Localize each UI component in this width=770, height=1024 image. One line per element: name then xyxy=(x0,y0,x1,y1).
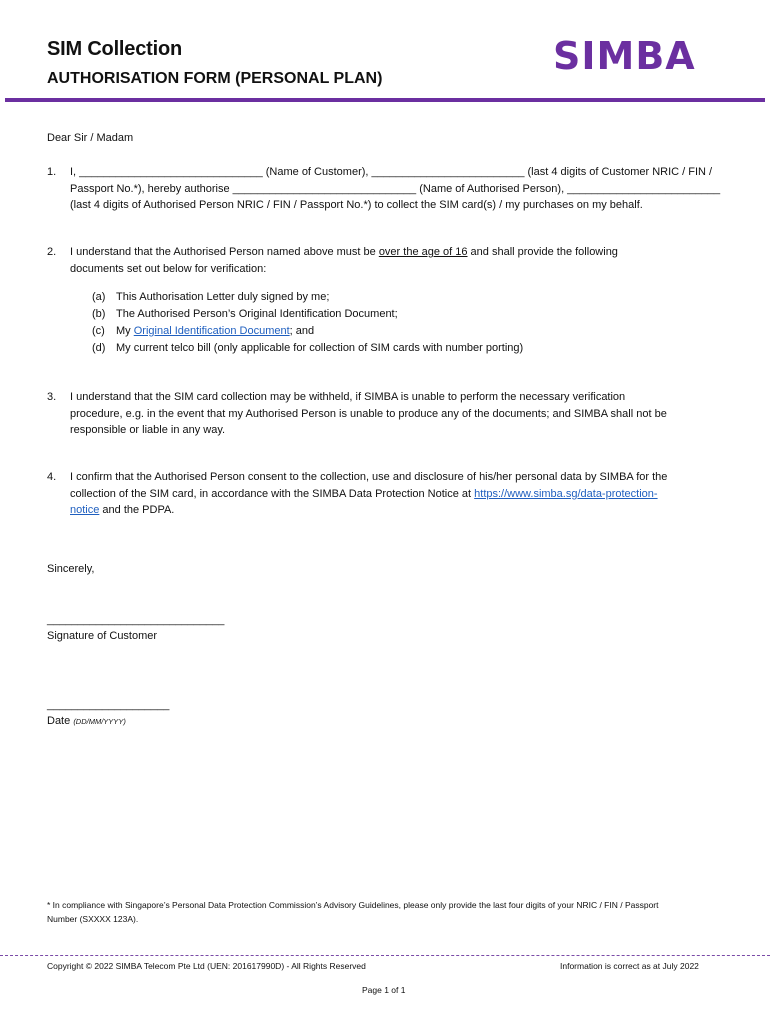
page-number: Page 1 of 1 xyxy=(362,985,406,995)
document-subtitle: AUTHORISATION FORM (PERSONAL PLAN) xyxy=(47,70,383,87)
footnote-line-2: Number (SXXXX 123A). xyxy=(47,914,139,924)
sub-d-text: My current telco bill (only applicable for collection of SIM cards with number porting) xyxy=(116,342,524,354)
sub-c-post: ; and xyxy=(289,325,315,337)
footer-divider xyxy=(0,955,770,956)
sub-c-label: (c) xyxy=(92,325,105,337)
signature-line: _____________________________ xyxy=(47,614,225,626)
item-3-line-3: responsible or liable in any way. xyxy=(70,424,226,436)
sub-b-text: The Authorised Person’s Original Identification Document; xyxy=(116,308,398,320)
sub-b-label: (b) xyxy=(92,308,106,320)
document-title: SIM Collection xyxy=(47,38,182,60)
item-1-number: 1. xyxy=(47,166,57,178)
item-1-line-2: Passport No.*), hereby authorise ______________________________ (Name of Authorised Person), _________________________ xyxy=(70,182,721,195)
date-format: (DD/MM/YYYY) xyxy=(73,717,126,726)
data-protection-link[interactable]: https://www.simba.sg/data-protection- xyxy=(474,487,658,500)
item-3-text xyxy=(70,389,730,439)
item-2-text xyxy=(70,244,730,277)
sub-a-label: (a) xyxy=(92,291,106,303)
sub-a-text: This Authorisation Letter duly signed by me; xyxy=(116,291,330,303)
greeting: Dear Sir / Madam xyxy=(47,132,134,144)
item-2-text-a: I understand that the Authorised Person named above must be xyxy=(70,246,379,258)
item-2-number: 2. xyxy=(47,246,57,258)
sub-c-text xyxy=(116,323,314,340)
date-label: Date xyxy=(47,715,71,727)
header-divider xyxy=(5,98,765,102)
item-3-number: 3. xyxy=(47,391,57,403)
item-2-text-b: and shall provide the following xyxy=(467,246,618,258)
signature-label: Signature of Customer xyxy=(47,630,158,642)
age-requirement: over the age of 16 xyxy=(378,246,468,258)
original-id-link[interactable]: Original Identification Document xyxy=(133,325,290,337)
closing: Sincerely, xyxy=(47,563,95,575)
simba-logo: SIMBA xyxy=(553,34,696,78)
copyright: Copyright © 2022 SIMBA Telecom Pte Ltd (UEN: 201617990D) - All Rights Reserved xyxy=(47,961,366,971)
date-label-row xyxy=(47,713,126,731)
date-line: ____________________ xyxy=(47,699,170,711)
item-4-text xyxy=(70,469,730,519)
item-3-line-1: I understand that the SIM card collection may be withheld, if SIMBA is unable to perform the necessary verification xyxy=(70,391,626,403)
info-date: Information is correct as at July 2022 xyxy=(560,961,699,971)
item-2-line-2: documents set out below for verification: xyxy=(70,262,267,275)
item-4-line-2: collection of the SIM card, in accordance with the SIMBA Data Protection Notice at xyxy=(70,487,475,500)
footnote xyxy=(47,898,737,926)
item-1-text xyxy=(70,164,730,214)
sub-c-pre: My xyxy=(116,325,134,337)
data-protection-link-cont[interactable]: notice xyxy=(70,504,100,516)
item-4-number: 4. xyxy=(47,471,57,483)
item-3-line-2: procedure, e.g. in the event that my Authorised Person is unable to produce any of the documents; and SIMBA shall not be xyxy=(70,407,667,420)
item-1-line-3: (last 4 digits of Authorised Person NRIC / FIN / Passport No.*) to collect the SIM card(s) / my purchases on my behalf. xyxy=(70,199,643,211)
sub-d-label: (d) xyxy=(92,342,106,354)
item-1-line-1: I, ______________________________ (Name of Customer), _________________________ (last 4 digits of Customer NRIC / FIN / xyxy=(70,166,713,178)
item-4-line-1: I confirm that the Authorised Person consent to the collection, use and disclosure of his/her personal data by SIMBA for the xyxy=(70,471,668,483)
item-4-line-3: and the PDPA. xyxy=(99,504,175,516)
footnote-line-1: * In compliance with Singapore’s Personal Data Protection Commission’s Advisory Guidelines, please only provide the last four digits of your NRIC / FIN / Passport xyxy=(47,900,659,910)
